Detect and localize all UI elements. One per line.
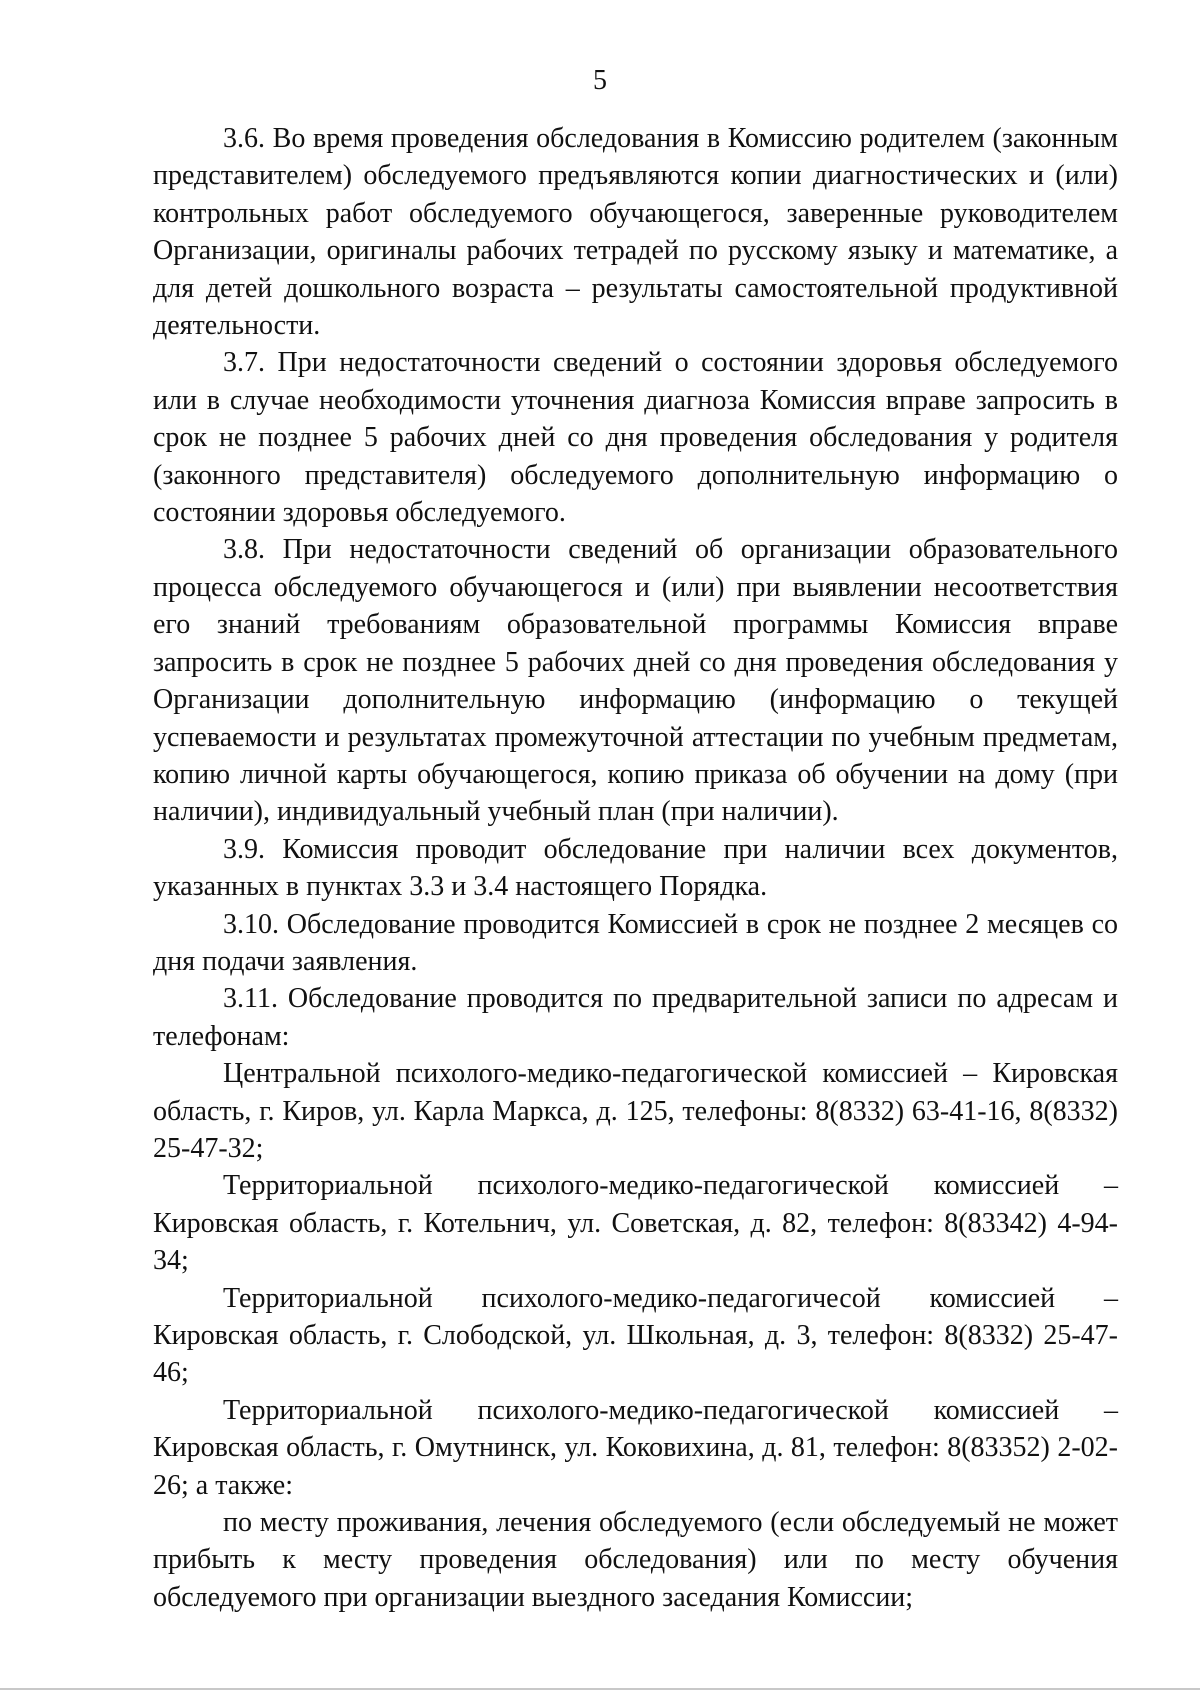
address-slobodskoy-commission: Территориальной психолого-медико-педагогичесой комиссией – Кировская область, г. Слободской, ул. Школьная, д. 3, телефон: 8(8332) 25-47-46; xyxy=(153,1282,1118,1389)
paragraph-3-8: 3.8. При недостаточности сведений об организации образовательного процесса обследуемого обучающегося и (или) при выявлении несоответствия его знаний требованиям образовательной программы Комиссия вправе запросить в срок не позднее 5 рабочих дней со дня проведения обследования у Организации дополнительную информацию (информацию о текущей успеваемости и результатах промежуточной аттестации по учебным предметам, копию личной карты обучающегося, копию приказа об обучении на дому (при наличии), индивидуальный учебный план (при наличии). xyxy=(153,534,1118,828)
paragraph-3-10: 3.10. Обследование проводится Комиссией в срок не позднее 2 месяцев со дня подачи заявления. xyxy=(153,908,1118,977)
paragraph-3-7: 3.7. При недостаточности сведений о состоянии здоровья обследуемого или в случае необходимости уточнения диагноза Комиссия вправе запросить в срок не позднее 5 рабочих дней со дня проведения обследования у родителя (законного представителя) обследуемого дополнительную информацию о состоянии здоровья обследуемого. xyxy=(153,347,1118,529)
paragraph-3-9: 3.9. Комиссия проводит обследование при наличии всех документов, указанных в пунктах 3.3 и 3.4 настоящего Порядка. xyxy=(153,833,1118,903)
page-number: 5 xyxy=(593,65,607,96)
document-body xyxy=(153,120,1118,1616)
paragraph-3-6: 3.6. Во время проведения обследования в Комиссию родителем (законным представителем) обследуемого предъявляются копии диагностических и (или) контрольных работ обследуемого обучающегося, заверенные руководителем Организации, оригиналы рабочих тетрадей по русскому языку и математике, а для детей дошкольного возраста – результаты самостоятельной продуктивной деятельности. xyxy=(153,123,1118,342)
paragraph-onsite-session: по месту проживания, лечения обследуемого (если обследуемый не может прибыть к месту проведения обследования) или по месту обучения обследуемого при организации выездного заседания Комиссии; xyxy=(153,1507,1118,1613)
address-central-commission: Центральной психолого-медико-педагогической комиссией – Кировская область, г. Киров, ул. Карла Маркса, д. 125, телефоны: 8(8332) 63-41-16, 8(8332) 25-47-32; xyxy=(153,1058,1118,1164)
address-omutninsk-commission: Территориальной психолого-медико-педагогической комиссией – Кировская область, г. Омутнинск, ул. Коковихина, д. 81, телефон: 8(83352) 2-02-26; а также: xyxy=(153,1394,1118,1501)
address-kotelnich-commission: Территориальной психолого-медико-педагогической комиссией – Кировская область, г. Котельнич, ул. Советская, д. 82, телефон: 8(83342) 4-94-34; xyxy=(153,1170,1118,1277)
scan-bottom-edge xyxy=(0,1688,1200,1690)
paragraph-3-11: 3.11. Обследование проводится по предварительной записи по адресам и телефонам: xyxy=(153,983,1118,1052)
